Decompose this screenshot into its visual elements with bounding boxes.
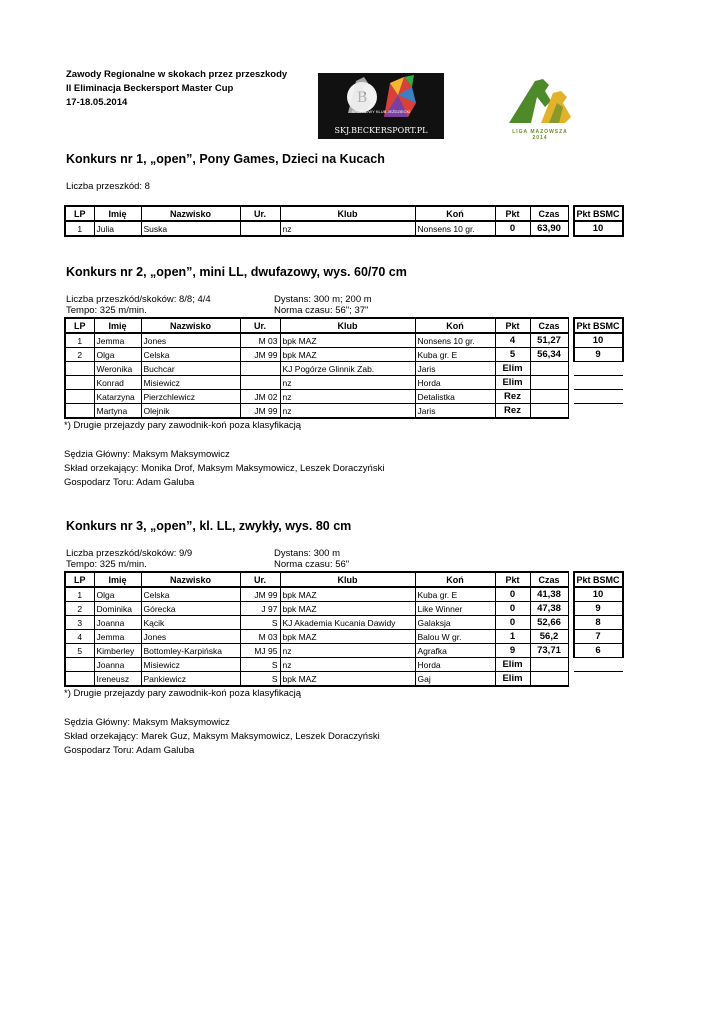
cell-horse: Balou W gr. <box>415 630 495 644</box>
cell-bsmc-points: 10 <box>574 221 623 236</box>
liga-name: LIGA MAZOWSZA <box>512 129 568 135</box>
cell-last-name: Buchcar <box>141 362 240 376</box>
cell-birth: M 03 <box>240 630 280 644</box>
cell-points: 9 <box>495 644 530 658</box>
cell-birth: S <box>240 658 280 672</box>
cell-birth: JM 99 <box>240 404 280 419</box>
document-header <box>66 68 287 110</box>
cell-bsmc-points: 6 <box>574 644 623 658</box>
cell-club: nz <box>280 390 415 404</box>
column-header-last-name: Nazwisko <box>141 206 240 221</box>
column-header-bsmc-points: Pkt BSMC <box>574 318 623 333</box>
cell-club: bpk MAZ <box>280 587 415 602</box>
column-header-time: Czas <box>530 572 568 587</box>
competition-3-title: Konkurs nr 3, „open”, kl. LL, zwykły, wys. 80 cm <box>66 519 352 533</box>
cell-first-name: Katarzyna <box>94 390 141 404</box>
cell-horse: Horda <box>415 658 495 672</box>
cell-birth: S <box>240 616 280 630</box>
column-header-time: Czas <box>530 206 568 221</box>
cell-last-name: Misiewicz <box>141 376 240 390</box>
table-row <box>65 348 623 362</box>
cell-club: bpk MAZ <box>280 602 415 616</box>
cell-lp <box>65 672 94 687</box>
cell-club: bpk MAZ <box>280 672 415 687</box>
competition-3-obstacles: Liczba przeszkód/skoków: 9/9 <box>66 548 193 559</box>
cell-first-name: Weronika <box>94 362 141 376</box>
event-subtitle: II Eliminacja Beckersport Master Cup <box>66 83 234 94</box>
cell-horse: Jaris <box>415 362 495 376</box>
cell-horse: Nonsens 10 gr. <box>415 221 495 236</box>
cell-lp <box>65 376 94 390</box>
cell-club: KJ Pogórze Glinnik Zab. <box>280 362 415 376</box>
cell-bsmc-points: 7 <box>574 630 623 644</box>
column-header-first-name: Imię <box>94 318 141 333</box>
table-row <box>65 616 623 630</box>
cell-time: 56,34 <box>530 348 568 362</box>
cell-lp: 3 <box>65 616 94 630</box>
cell-first-name: Konrad <box>94 376 141 390</box>
column-header-bsmc-points: Pkt BSMC <box>574 206 623 221</box>
cell-bsmc-points <box>574 390 623 404</box>
cell-first-name: Martyna <box>94 404 141 419</box>
cell-points: Elim <box>495 672 530 687</box>
cell-last-name: Celska <box>141 587 240 602</box>
competition-2-course-designer: Gospodarz Toru: Adam Galuba <box>64 477 195 488</box>
cell-first-name: Joanna <box>94 658 141 672</box>
competition-2-distance: Dystans: 300 m; 200 m <box>274 294 372 305</box>
cell-bsmc-points: 8 <box>574 616 623 630</box>
column-header-lp: LP <box>65 572 94 587</box>
cell-points: Elim <box>495 362 530 376</box>
cell-horse: Jaris <box>415 404 495 419</box>
cell-time: 52,66 <box>530 616 568 630</box>
competition-3-distance: Dystans: 300 m <box>274 548 340 559</box>
cell-last-name: Celska <box>141 348 240 362</box>
table-header-row <box>65 318 623 333</box>
table-header-row <box>65 572 623 587</box>
cell-club: nz <box>280 221 415 236</box>
cell-lp: 1 <box>65 587 94 602</box>
cell-time: 41,38 <box>530 587 568 602</box>
cell-points: 0 <box>495 221 530 236</box>
cell-points: 1 <box>495 630 530 644</box>
cell-birth: S <box>240 672 280 687</box>
column-header-birth: Ur. <box>240 572 280 587</box>
event-dates: 17-18.05.2014 <box>66 97 128 108</box>
cell-time: 56,2 <box>530 630 568 644</box>
cell-last-name: Kącik <box>141 616 240 630</box>
cell-horse: Kuba gr. E <box>415 587 495 602</box>
cell-horse: Like Winner <box>415 602 495 616</box>
cell-birth: M 03 <box>240 333 280 348</box>
cell-lp: 5 <box>65 644 94 658</box>
column-header-time: Czas <box>530 318 568 333</box>
cell-horse: Galaksja <box>415 616 495 630</box>
cell-time <box>530 672 568 687</box>
cell-lp: 2 <box>65 602 94 616</box>
cell-first-name: Joanna <box>94 616 141 630</box>
cell-birth: JM 99 <box>240 587 280 602</box>
column-header-club: Klub <box>280 572 415 587</box>
column-header-last-name: Nazwisko <box>141 318 240 333</box>
cell-horse: Nonsens 10 gr. <box>415 333 495 348</box>
column-header-club: Klub <box>280 318 415 333</box>
column-header-birth: Ur. <box>240 318 280 333</box>
table-row <box>65 672 623 687</box>
cell-lp: 1 <box>65 221 94 236</box>
table-header-row <box>65 206 623 221</box>
cell-first-name: Julia <box>94 221 141 236</box>
cell-time: 73,71 <box>530 644 568 658</box>
cell-lp <box>65 390 94 404</box>
table-row <box>65 221 623 236</box>
cell-club: bpk MAZ <box>280 333 415 348</box>
cell-lp <box>65 404 94 419</box>
cell-points: Rez <box>495 404 530 419</box>
column-header-lp: LP <box>65 318 94 333</box>
cell-birth <box>240 376 280 390</box>
column-header-birth: Ur. <box>240 206 280 221</box>
cell-last-name: Pierzchlewicz <box>141 390 240 404</box>
cell-first-name: Ireneusz <box>94 672 141 687</box>
competition-1-results-table <box>64 205 624 237</box>
beckersport-logo <box>318 73 444 139</box>
cell-club: nz <box>280 404 415 419</box>
table-row <box>65 376 623 390</box>
column-header-horse: Koń <box>415 318 495 333</box>
cell-points: 5 <box>495 348 530 362</box>
cell-club: nz <box>280 376 415 390</box>
column-header-first-name: Imię <box>94 206 141 221</box>
table-row <box>65 602 623 616</box>
event-title: Zawody Regionalne w skokach przez przeszkody <box>66 69 288 80</box>
cell-lp: 4 <box>65 630 94 644</box>
cell-points: 0 <box>495 587 530 602</box>
competition-3-panel: Skład orzekający: Marek Guz, Maksym Maksymowicz, Leszek Doraczyński <box>64 731 380 742</box>
cell-bsmc-points <box>574 658 623 672</box>
cell-points: Elim <box>495 376 530 390</box>
table-row <box>65 404 623 419</box>
competition-2-tempo: Tempo: 325 m/min. <box>66 305 147 316</box>
cell-club: KJ Akademia Kucania Dawidy <box>280 616 415 630</box>
competition-2-title: Konkurs nr 2, „open”, mini LL, dwufazowy, wys. 60/70 cm <box>66 265 407 279</box>
competition-2-judge: Sędzia Główny: Maksym Maksymowicz <box>64 449 230 460</box>
competition-3-footnote: *) Drugie przejazdy pary zawodnik-koń poza klasyfikacją <box>64 688 302 699</box>
cell-last-name: Górecka <box>141 602 240 616</box>
competition-3-tempo: Tempo: 325 m/min. <box>66 559 147 570</box>
cell-time: 47,38 <box>530 602 568 616</box>
cell-time <box>530 390 568 404</box>
cell-first-name: Jemma <box>94 630 141 644</box>
cell-bsmc-points: 10 <box>574 587 623 602</box>
cell-time <box>530 376 568 390</box>
cell-last-name: Jones <box>141 630 240 644</box>
column-header-first-name: Imię <box>94 572 141 587</box>
table-row <box>65 390 623 404</box>
competition-1-title: Konkurs nr 1, „open”, Pony Games, Dzieci na Kucach <box>66 152 385 166</box>
cell-points: 0 <box>495 616 530 630</box>
column-header-horse: Koń <box>415 572 495 587</box>
cell-bsmc-points <box>574 404 623 419</box>
cell-club: nz <box>280 658 415 672</box>
cell-points: Rez <box>495 390 530 404</box>
cell-birth <box>240 221 280 236</box>
cell-club: bpk MAZ <box>280 348 415 362</box>
cell-last-name: Jones <box>141 333 240 348</box>
cell-last-name: Olejnik <box>141 404 240 419</box>
cell-birth: J 97 <box>240 602 280 616</box>
competition-3-course-designer: Gospodarz Toru: Adam Galuba <box>64 745 195 756</box>
competition-2-footnote: *) Drugie przejazdy pary zawodnik-koń poza klasyfikacją <box>64 420 302 431</box>
column-header-horse: Koń <box>415 206 495 221</box>
competition-3-results-table <box>64 571 624 687</box>
column-header-last-name: Nazwisko <box>141 572 240 587</box>
table-row <box>65 630 623 644</box>
horse-head-icon <box>505 73 575 129</box>
table-row <box>65 362 623 376</box>
cell-first-name: Jemma <box>94 333 141 348</box>
cell-bsmc-points <box>574 376 623 390</box>
cell-horse: Gaj <box>415 672 495 687</box>
cell-birth: JM 02 <box>240 390 280 404</box>
table-row <box>65 587 623 602</box>
cell-bsmc-points: 9 <box>574 602 623 616</box>
table-row <box>65 658 623 672</box>
cell-time: 51,27 <box>530 333 568 348</box>
competition-3-time-norm: Norma czasu: 56" <box>274 559 350 570</box>
cell-bsmc-points: 10 <box>574 333 623 348</box>
cell-last-name: Misiewicz <box>141 658 240 672</box>
cell-first-name: Olga <box>94 587 141 602</box>
cell-bsmc-points <box>574 362 623 376</box>
cell-birth: MJ 95 <box>240 644 280 658</box>
table-row <box>65 333 623 348</box>
cell-horse: Horda <box>415 376 495 390</box>
beckersport-url: SKJ.BECKERSPORT.PL <box>334 126 428 135</box>
cell-time <box>530 658 568 672</box>
column-header-points: Pkt <box>495 318 530 333</box>
liga-caption <box>505 129 575 141</box>
cell-bsmc-points: 9 <box>574 348 623 362</box>
cell-horse: Detalistka <box>415 390 495 404</box>
cell-first-name: Kimberley <box>94 644 141 658</box>
liga-year: 2014 <box>532 135 548 141</box>
cell-bsmc-points <box>574 672 623 687</box>
cell-club: bpk MAZ <box>280 630 415 644</box>
competition-2-obstacles: Liczba przeszkód/skoków: 8/8; 4/4 <box>66 294 211 305</box>
column-header-points: Pkt <box>495 206 530 221</box>
cell-lp: 1 <box>65 333 94 348</box>
liga-mazowsza-logo <box>505 73 575 141</box>
cell-horse: Agrafka <box>415 644 495 658</box>
column-header-club: Klub <box>280 206 415 221</box>
competition-2-time-norm: Norma czasu: 56"; 37" <box>274 305 369 316</box>
cell-time: 63,90 <box>530 221 568 236</box>
cell-last-name: Bottomley-Karpińska <box>141 644 240 658</box>
competition-2-results-table <box>64 317 624 419</box>
cell-points: 4 <box>495 333 530 348</box>
cell-club: nz <box>280 644 415 658</box>
beckersport-subtitle: SPORTOWY KLUB JEŹDZIECKI <box>351 109 411 114</box>
column-header-lp: LP <box>65 206 94 221</box>
cell-last-name: Pankiewicz <box>141 672 240 687</box>
cell-birth: JM 99 <box>240 348 280 362</box>
cell-first-name: Dominika <box>94 602 141 616</box>
cell-time <box>530 404 568 419</box>
cell-lp: 2 <box>65 348 94 362</box>
cell-points: Elim <box>495 658 530 672</box>
cell-time <box>530 362 568 376</box>
cell-first-name: Olga <box>94 348 141 362</box>
table-row <box>65 644 623 658</box>
cell-birth <box>240 362 280 376</box>
column-header-points: Pkt <box>495 572 530 587</box>
cell-last-name: Suska <box>141 221 240 236</box>
cell-lp <box>65 362 94 376</box>
cell-lp <box>65 658 94 672</box>
competition-2-panel: Skład orzekający: Monika Drof, Maksym Maksymowicz, Leszek Doraczyński <box>64 463 385 474</box>
competition-1-obstacles: Liczba przeszkód: 8 <box>66 181 150 192</box>
competition-3-judge: Sędzia Główny: Maksym Maksymowicz <box>64 717 230 728</box>
cell-points: 0 <box>495 602 530 616</box>
column-header-bsmc-points: Pkt BSMC <box>574 572 623 587</box>
cell-horse: Kuba gr. E <box>415 348 495 362</box>
